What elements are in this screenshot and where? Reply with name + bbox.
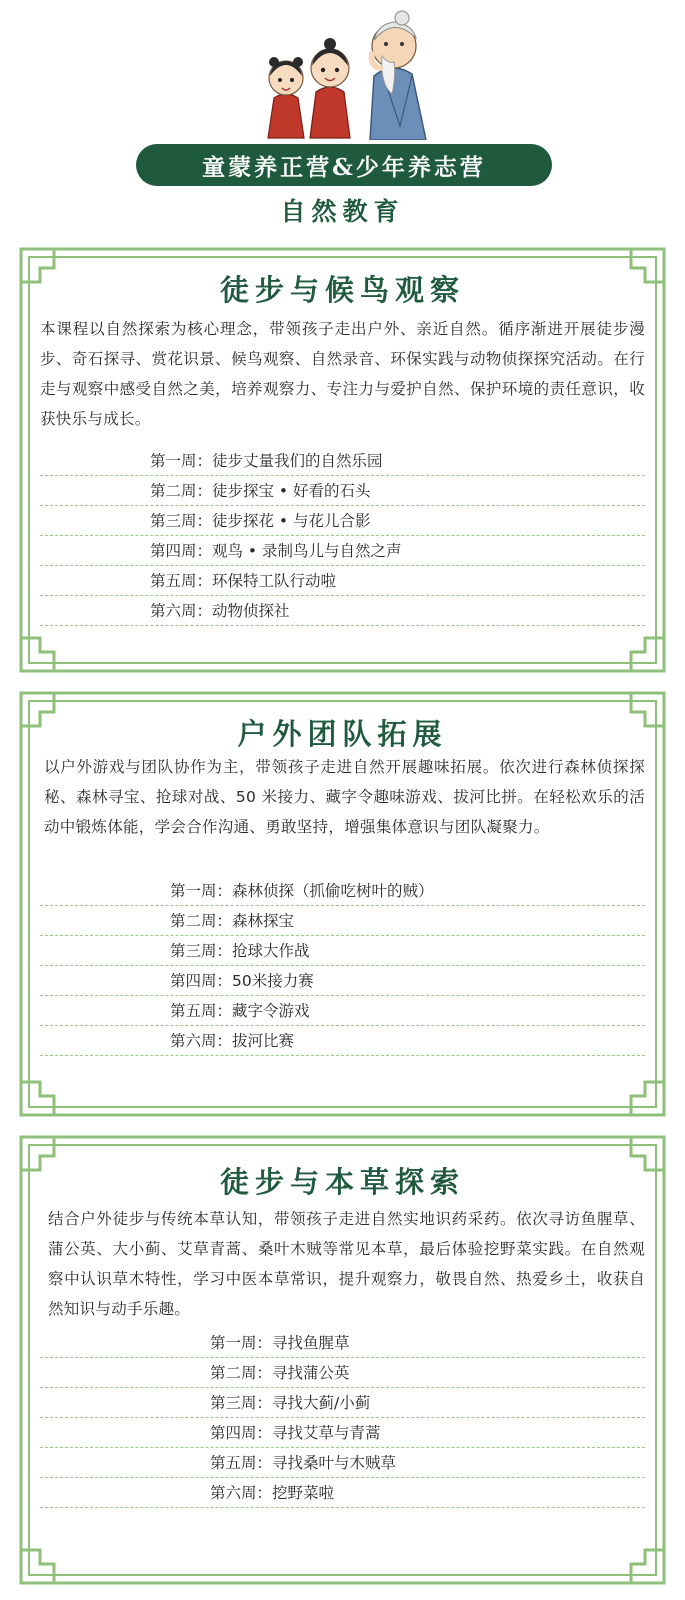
schedule-row: 第五周：寻找桑叶与木贼草 [40,1448,645,1478]
page-subtitle: 自然教育 [280,197,405,226]
schedule-row: 第五周：环保特工队行动啦 [40,566,645,596]
section-hiking-birdwatching [18,246,667,674]
schedule-row: 第三周：寻找大蓟/小蓟 [40,1388,645,1418]
children-and-elder-illustration [262,6,442,140]
schedule-row: 第三周：徒步探花 • 与花儿合影 [40,506,645,536]
section-title: 徒步与本草探索 [219,1165,465,1199]
schedule-row: 第三周：抢球大作战 [40,936,645,966]
camp-title-banner: 童蒙养正营&少年养志营 [136,144,552,186]
child-figure-middle [310,38,350,138]
schedule-row: 第四周：观鸟 • 录制鸟儿与自然之声 [40,536,645,566]
weekly-schedule [40,876,645,1056]
section-herb-exploration [18,1134,667,1586]
schedule-row: 第六周：挖野菜啦 [40,1478,645,1508]
section-description: 本课程以自然探索为核心理念，带领孩子走出户外、亲近自然。循序渐进开展徒步漫步、奇石探寻、赏花识景、候鸟观察、自然录音、环保实践与动物侦探探究活动。在行走与观察中感受自然之美，培养观察力、专注力与爱护自然、保护环境的责任意识，收获快乐与成长。 [40,320,645,428]
schedule-row: 第二周：徒步探宝 • 好看的石头 [40,476,645,506]
schedule-row: 第四周：50米接力赛 [40,966,645,996]
weekly-schedule [40,1328,645,1508]
section-outdoor-team-building [18,690,667,1118]
section-description: 结合户外徒步与传统本草认知，带领孩子走进自然实地识药采药。依次寻访鱼腥草、蒲公英、大小蓟、艾草青蒿、桑叶木贼等常见本草，最后体验挖野菜实践。在自然观察中认识草木特性，学习中医本草常识，提升观察力，敬畏自然、热爱乡土，收获自然知识与动手乐趣。 [48,1210,645,1318]
child-figure-left [268,57,304,138]
schedule-row: 第一周：森林侦探（抓偷吃树叶的贼） [40,876,645,906]
section-description: 以户外游戏与团队协作为主，带领孩子走进自然开展趣味拓展。依次进行森林侦探探秘、森林寻宝、抢球对战、50 米接力、藏字令趣味游戏、拔河比拼。在轻松欢乐的活动中锻炼体能，学会合作沟通、勇敢坚持，增强集体意识与团队凝聚力。 [44,758,645,836]
schedule-row: 第一周：寻找鱼腥草 [40,1328,645,1358]
schedule-row: 第五周：藏字令游戏 [40,996,645,1026]
section-title: 户外团队拓展 [237,717,448,751]
page-header [0,0,685,240]
weekly-schedule [40,446,645,626]
schedule-row: 第六周：动物侦探社 [40,596,645,626]
schedule-row: 第二周：寻找蒲公英 [40,1358,645,1388]
schedule-row: 第二周：森林探宝 [40,906,645,936]
schedule-row: 第四周：寻找艾草与青蒿 [40,1418,645,1448]
section-title: 徒步与候鸟观察 [219,273,465,307]
schedule-row: 第一周：徒步丈量我们的自然乐园 [40,446,645,476]
elder-figure [370,11,426,140]
schedule-row: 第六周：拔河比赛 [40,1026,645,1056]
